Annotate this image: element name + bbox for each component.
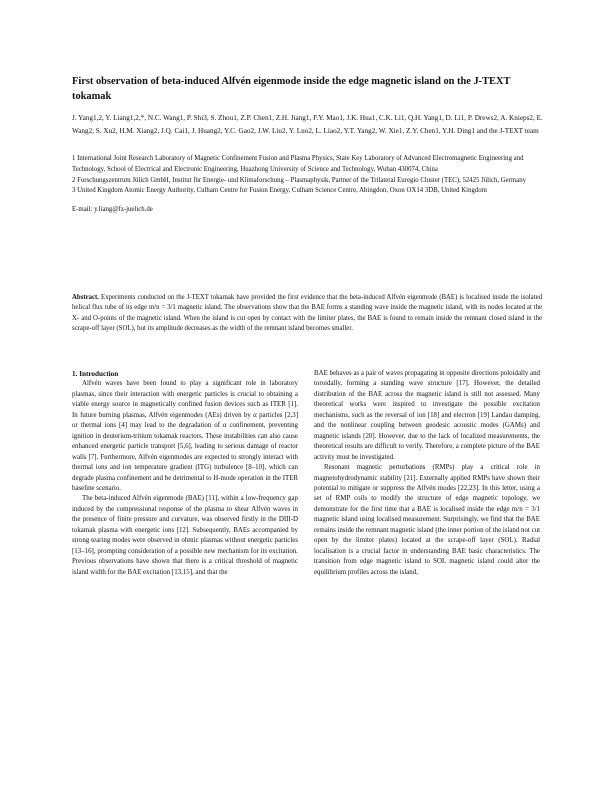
section-heading: 1. Introduction — [72, 370, 119, 378]
affiliation-2: 2 Forschungszentrum Jülich GmbH, Institut für Energie- und Klimaforschung – Plasmaphysik, Partner of the Trilateral Euregio Cluster (TEC), 52425 Jülich, Germany — [72, 176, 527, 184]
author-list: J. Yang1,2, Y. Liang1,2,*, N.C. Wang1, P. Shi3, S. Zhou1, Z.P. Chen1, Z.H. Jiang1, F.Y. Mao1, J.K. Hua1, C.K. Li1, Q.H. Yang1, D. Li1, P. Drews2, A. Knieps2, E. Wang2, S. Xu2, H.M. Xiang2, J.Q. Cai1, J. Huang2, Y.C. Gao2, J.W. Liu2, Y. Luo2, L. Liao2, Y.T. Yang2, W. Xie1, Z.Y. Chen1, Y.H. Ding1 and the J-TEXT team — [72, 114, 543, 135]
paper-title: First observation of beta-induced Alfvén eigenmode inside the edge magnetic island on the J-TEXT tokamak — [72, 76, 511, 102]
paragraph: The beta-induced Alfvén eigenmode (BAE) [11], within a low-frequency gap induced by the compressional response of the plasma to shear Alfvén waves in the presence of finite pressure and curvature, was observed firstly in the DIII-D tokamak plasma with energetic ions [12]. Subsequently, BAEs accompanied by strong tearing modes were observed in ohmic plasmas without energetic particles [13–16], prompting consideration of a possible new mechanism for its excitation. Previous observations have shown that there is a critical threshold of magnetic island width for the BAE excitation [13,15], and that the — [72, 495, 298, 576]
affiliations — [72, 154, 550, 216]
corresponding-email: E-mail: y.liang@fz-juelich.de — [72, 206, 153, 214]
abstract-label: Abstract. — [72, 294, 99, 301]
affiliation-1: 1 International Joint Research Laboratory of Magnetic Confinement Fusion and Plasma Physics, State Key Laboratory of Advanced Electromagnetic Engineering and Technology, School of Electrical and Electronic Engineering, Huazhong University of Science and Technology, Wuhan 430074, China — [72, 155, 524, 173]
paragraph: Resonant magnetic perturbations (RMPs) play a critical role in magnetohydrodynamic stability [21]. Externally applied RMPs have shown their potential to mitigate or suppress the Alfvén modes [22,23]. In this letter, using a set of RMP coils to modify the structure of edge magnetic topology, we demonstrate for the first time that a BAE is localised inside the edge m/n = 3/1 magnetic island using localised measurement. Surprisingly, we find that the BAE remains inside the remnant magnetic island (the inner portion of the island not cut open by the limiter plates) located at the scrape-off layer (SOL). Radial localisation is a crucial factor in understanding BAE basic characteristics. The transition from edge magnetic island to SOL magnetic island could alter the equilibrium profiles across the island, — [314, 464, 540, 576]
left-column — [72, 369, 298, 578]
paragraph: Alfvén waves have been found to play a significant role in laboratory plasmas, since their interaction with energetic particles is crucial to obtaining a viable energy source in magnetically confined fusion devices such as ITER [1]. In future burning plasmas, Alfvén eigenmodes (AEs) driven by α particles [2,3] or thermal ions [4] may lead to the degradation of α confinement, preventing ignition in deuterium-tritium tokamak reactors. These instabilities can also cause enhanced energetic particle transport [5,6], leading to serious damage of reactor walls [7]. Furthermore, Alfvén eigenmodes are expected to strongly interact with thermal ions and ion temperature gradient (ITG) turbulence [8–10], which can degrade plasma confinement and be detrimental to H-mode operation in the ITER baseline scenario. — [72, 380, 298, 492]
paragraph: BAE behaves as a pair of waves propagating in opposite directions poloidally and toroidally, forming a standing wave structure [17]. However, the detailed distribution of the BAE across the magnetic island is still not assessed. Many theoretical works were inspired to investigate the possible excitation mechanisms, such as the reversal of ion [18] and electron [19] Landau damping, and the nonlinear coupling between geodesic acoustic modes (GAMs) and magnetic islands [20]. However, due to the lack of localized measurements, the theoretical results are difficult to verify. Therefore, a complete picture of the BAE activity must be investigated. — [314, 370, 540, 461]
abstract-text: Experiments conducted on the J-TEXT tokamak have provided the first evidence that the beta-induced Alfvén eigenmode (BAE) is localised inside the isolated helical flux tube of its edge m/n = 3/1 magnetic island. The observations show that the BAE forms a standing wave inside the magnetic island, with its nodes located at the X- and O-points of the magnetic island. When the island is cut open by contact with the limiter plates, the BAE is found to remain inside the remnant closed island in the scrape-off layer (SOL), but its amplitude decreases as the width of the remnant island becomes smaller. — [72, 294, 542, 333]
affiliation-3: 3 United Kingdom Atomic Energy Authority, Culham Centre for Fusion Energy, Culham Science Centre, Abingdon, Oxon OX14 3DB, United Kingdom — [72, 187, 487, 195]
right-column — [314, 369, 540, 578]
abstract — [72, 293, 542, 335]
